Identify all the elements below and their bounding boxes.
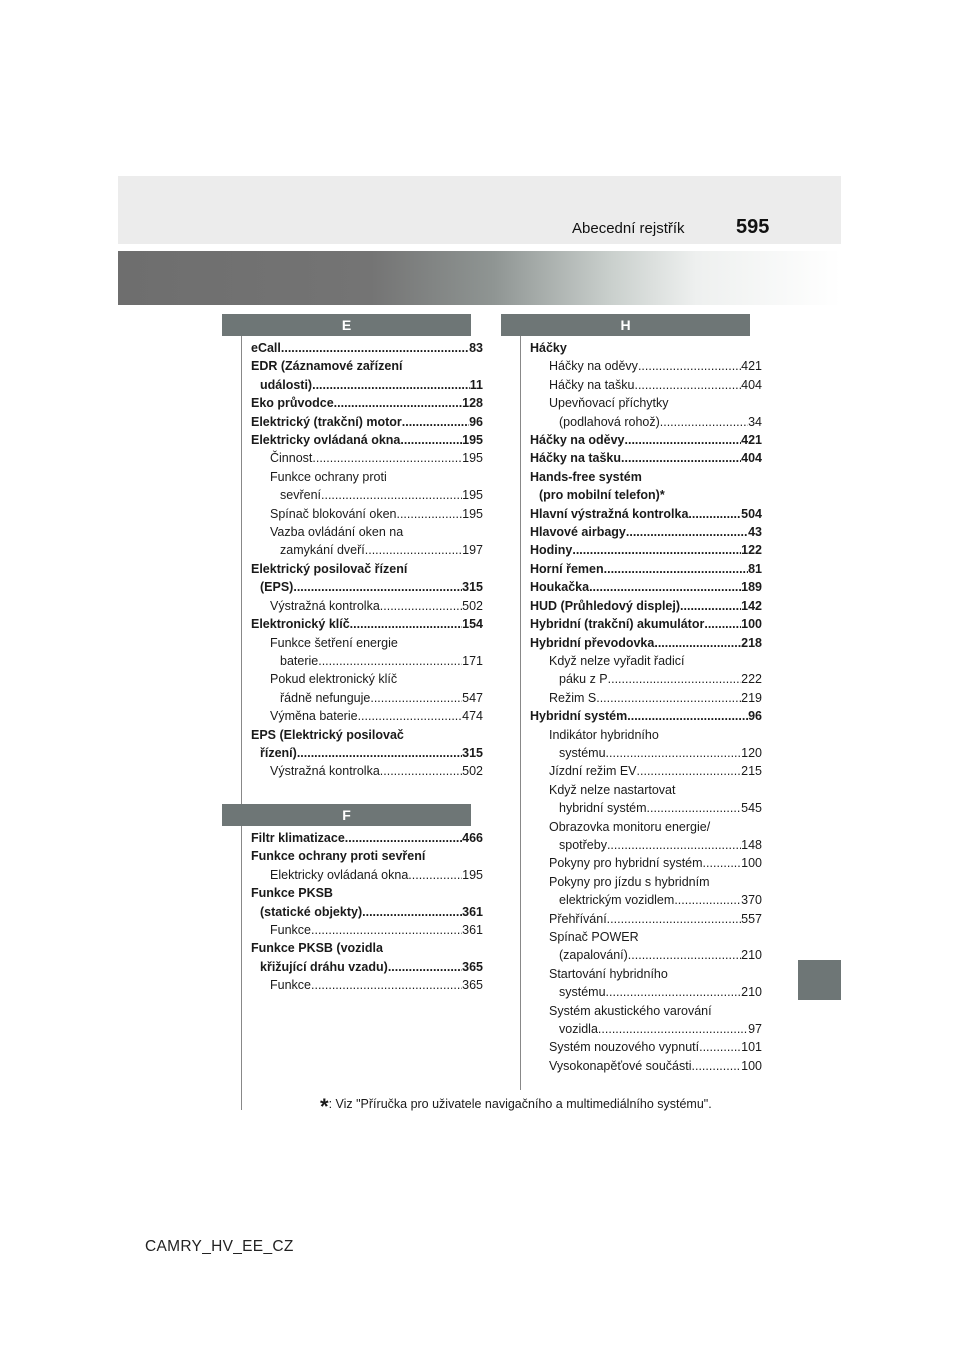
footnote xyxy=(320,1094,712,1120)
index-entry-text: Horní řemen xyxy=(530,561,604,576)
index-entry-text: EPS (Elektrický posilovač xyxy=(251,727,404,742)
index-entry-page: 101 xyxy=(741,1040,762,1055)
index-entry xyxy=(530,1020,762,1038)
dot-leader xyxy=(628,946,741,964)
index-entry-page: 421 xyxy=(741,359,762,374)
index-entry-text: Systém akustického varování xyxy=(549,1003,712,1018)
index-entry-text: Spínač POWER xyxy=(549,930,639,944)
index-entry-page: 557 xyxy=(741,911,762,926)
index-entry xyxy=(251,847,483,865)
index-entry xyxy=(530,394,762,412)
letter-bar-e: E xyxy=(222,314,471,336)
index-entry xyxy=(251,652,483,670)
dot-leader xyxy=(365,541,462,559)
index-entry-page: 210 xyxy=(741,948,762,963)
index-entry xyxy=(251,634,483,652)
index-entry xyxy=(530,634,762,652)
dot-leader xyxy=(647,799,742,817)
index-entry xyxy=(530,597,762,615)
dot-leader xyxy=(370,689,462,707)
index-entry xyxy=(251,707,483,725)
index-entry-page: 365 xyxy=(462,978,483,993)
dot-leader xyxy=(572,541,741,559)
index-entry-text: (podlahová rohož) xyxy=(559,414,660,429)
index-entry-text: Háčky na tašku xyxy=(549,377,635,392)
index-entry-text: Háčky xyxy=(530,341,567,355)
index-entry-text: Obrazovka monitoru energie/ xyxy=(549,819,711,834)
index-entry xyxy=(530,762,762,780)
dot-leader xyxy=(688,505,741,523)
dot-leader xyxy=(396,505,462,523)
dot-leader xyxy=(350,615,462,633)
index-entry xyxy=(530,873,762,891)
index-entry-page: 43 xyxy=(748,525,762,540)
index-entry xyxy=(530,910,762,928)
index-entry xyxy=(251,726,483,744)
dot-leader xyxy=(674,891,741,909)
index-entry-text: Spínač blokování oken xyxy=(270,506,397,521)
index-list-e xyxy=(251,339,483,781)
index-entry-page: 210 xyxy=(741,985,762,1000)
index-entry-text: Háčky na oděvy xyxy=(549,359,638,374)
dot-leader xyxy=(596,689,741,707)
index-entry-page: 171 xyxy=(462,653,483,668)
dot-leader xyxy=(321,486,462,504)
index-entry-text: Elektronický klíč xyxy=(251,617,350,632)
index-entry xyxy=(530,670,762,688)
index-entry-text: baterie xyxy=(280,653,319,668)
dot-leader xyxy=(703,854,742,872)
index-entry-text: zamykání dveří xyxy=(280,543,365,558)
header-band xyxy=(118,176,841,244)
index-entry-text: Když nelze vyřadit řadicí xyxy=(549,653,685,668)
index-entry-text: EDR (Záznamové zařízení xyxy=(251,359,403,374)
index-entry-text: Filtr klimatizace xyxy=(251,831,345,845)
index-entry-text: Háčky na oděvy xyxy=(530,433,625,448)
dot-leader xyxy=(625,431,742,449)
model-code: CAMRY_HV_EE_CZ xyxy=(145,1238,294,1255)
index-list-f xyxy=(251,829,483,995)
index-entry xyxy=(251,486,483,504)
index-entry xyxy=(530,357,762,375)
index-entry-text: (zapalování) xyxy=(559,948,628,963)
index-entry xyxy=(251,958,483,976)
index-entry xyxy=(251,597,483,615)
index-entry xyxy=(530,854,762,872)
index-entry xyxy=(530,983,762,1001)
index-entry xyxy=(530,818,762,836)
index-entry xyxy=(251,357,483,375)
right-column-rule xyxy=(520,336,521,1090)
index-entry-page: 11 xyxy=(469,377,483,392)
dot-leader xyxy=(626,523,748,541)
index-entry-page: 122 xyxy=(741,543,762,558)
dot-leader xyxy=(608,670,742,688)
index-entry-page: 219 xyxy=(741,690,762,705)
index-entry xyxy=(530,1038,762,1056)
dot-leader xyxy=(380,597,462,615)
index-entry-text: události) xyxy=(260,377,313,392)
index-entry-text: Elektricky ovládaná okna xyxy=(270,867,409,882)
index-entry-text: systému xyxy=(559,985,606,1000)
index-entry-page: 120 xyxy=(741,745,762,760)
dot-leader xyxy=(312,449,462,467)
index-entry-text: Funkce ochrany proti xyxy=(270,469,387,484)
index-entry xyxy=(251,829,483,847)
dot-leader xyxy=(606,983,742,1001)
index-entry-text: (pro mobilní telefon)* xyxy=(539,488,665,503)
dot-leader xyxy=(400,431,462,449)
dot-leader xyxy=(692,1057,742,1075)
index-entry-text: Pokud elektronický klíč xyxy=(270,672,398,687)
index-entry-page: 34 xyxy=(748,414,762,429)
index-entry-page: 474 xyxy=(462,709,483,724)
index-entry-page: 504 xyxy=(741,506,762,521)
index-entry xyxy=(251,689,483,707)
index-entry-text: Funkce xyxy=(270,978,311,993)
index-entry xyxy=(251,744,483,762)
dot-leader xyxy=(607,910,741,928)
index-entry-page: 128 xyxy=(462,396,483,411)
index-entry xyxy=(251,523,483,541)
dot-leader xyxy=(334,394,462,412)
index-entry-text: Výměna baterie xyxy=(270,709,358,724)
dot-leader xyxy=(312,376,470,394)
index-entry-page: 154 xyxy=(462,617,483,632)
index-entry-text: Eko průvodce xyxy=(251,396,334,411)
index-entry-text: (statické objekty) xyxy=(260,904,363,919)
index-entry-text: eCall xyxy=(251,341,281,355)
index-entry-page: 142 xyxy=(741,598,762,613)
dot-leader xyxy=(680,597,741,615)
index-entry xyxy=(530,781,762,799)
index-entry-text: Houkačka xyxy=(530,580,590,595)
index-entry-text: křižující dráhu vzadu) xyxy=(260,959,388,974)
index-entry-page: 421 xyxy=(741,433,762,448)
index-entry-page: 502 xyxy=(462,764,483,779)
dot-leader xyxy=(388,958,462,976)
left-column-rule xyxy=(241,336,242,1110)
dot-leader xyxy=(358,707,463,725)
index-entry-text: Výstražná kontrolka xyxy=(270,764,380,779)
index-entry xyxy=(530,928,762,946)
dot-leader xyxy=(408,866,462,884)
index-entry-page: 361 xyxy=(462,923,483,938)
index-entry-page: 195 xyxy=(462,867,483,882)
index-entry-page: 215 xyxy=(741,764,762,779)
index-entry xyxy=(530,413,762,431)
letter-bar-f: F xyxy=(222,804,471,826)
index-entry-page: 100 xyxy=(741,1058,762,1073)
index-entry-text: Činnost xyxy=(270,451,313,466)
index-entry xyxy=(530,946,762,964)
index-entry-text: Vysokonapěťové součásti xyxy=(549,1058,692,1073)
dot-leader xyxy=(380,762,462,780)
index-entry xyxy=(530,707,762,725)
index-entry-text: Háčky na tašku xyxy=(530,451,622,466)
index-entry-text: Funkce xyxy=(270,923,311,938)
index-entry-text: Když nelze nastartovat xyxy=(549,782,676,797)
dot-leader xyxy=(293,578,462,596)
index-entry xyxy=(251,413,483,431)
index-entry xyxy=(530,652,762,670)
index-entry xyxy=(530,578,762,596)
index-entry xyxy=(251,976,483,994)
index-entry xyxy=(251,560,483,578)
index-entry xyxy=(251,939,483,957)
index-entry xyxy=(530,541,762,559)
index-entry xyxy=(251,449,483,467)
dot-leader xyxy=(311,976,462,994)
index-entry-text: Režim S xyxy=(549,690,597,705)
index-entry xyxy=(530,1057,762,1075)
index-entry-page: 404 xyxy=(741,377,762,392)
index-entry-page: 96 xyxy=(748,709,762,724)
index-entry-text: řízení) xyxy=(260,745,297,760)
index-entry-text: Funkce PKSB xyxy=(251,886,333,901)
index-entry xyxy=(530,431,762,449)
index-entry-page: 195 xyxy=(462,488,483,503)
index-entry-page: 547 xyxy=(462,690,483,705)
index-entry-text: Indikátor hybridního xyxy=(549,727,659,742)
index-entry-page: 545 xyxy=(741,801,762,816)
index-entry-text: Hybridní (trakční) akumulátor xyxy=(530,617,705,632)
index-entry xyxy=(530,689,762,707)
index-entry-page: 83 xyxy=(469,341,483,355)
index-entry xyxy=(251,866,483,884)
dot-leader xyxy=(318,652,462,670)
index-entry-page: 466 xyxy=(462,831,483,845)
index-entry-page: 315 xyxy=(462,745,483,760)
index-entry-text: Jízdní režim EV xyxy=(549,764,637,779)
index-entry xyxy=(251,468,483,486)
index-entry-text: systému xyxy=(559,745,606,760)
index-entry-text: Elektrický posilovač řízení xyxy=(251,561,408,576)
index-entry-text: Elektricky ovládaná okna xyxy=(251,433,401,448)
dot-leader xyxy=(638,357,741,375)
index-entry-text: Pokyny pro jízdu s hybridním xyxy=(549,874,710,889)
dot-leader xyxy=(345,829,462,847)
index-entry xyxy=(530,449,762,467)
index-entry-text: Hybridní systém xyxy=(530,709,628,724)
index-entry-page: 502 xyxy=(462,598,483,613)
dot-leader xyxy=(637,762,742,780)
index-entry xyxy=(530,523,762,541)
index-entry xyxy=(251,541,483,559)
index-entry xyxy=(530,615,762,633)
index-entry-page: 222 xyxy=(741,672,762,687)
index-entry xyxy=(530,1002,762,1020)
index-entry xyxy=(251,762,483,780)
index-entry xyxy=(530,339,762,357)
index-entry xyxy=(251,884,483,902)
index-entry-text: Elektrický (trakční) motor xyxy=(251,414,402,429)
index-entry xyxy=(530,560,762,578)
index-entry xyxy=(251,578,483,596)
index-entry-text: Vazba ovládání oken na xyxy=(270,525,404,540)
dot-leader xyxy=(654,634,741,652)
page-number: 595 xyxy=(736,216,770,238)
index-entry xyxy=(530,965,762,983)
dot-leader xyxy=(297,744,462,762)
index-entry xyxy=(530,726,762,744)
index-entry-text: Funkce PKSB (vozidla xyxy=(251,941,383,956)
index-entry-text: Funkce šetření energie xyxy=(270,635,398,650)
index-entry-text: (EPS) xyxy=(260,580,294,595)
index-entry xyxy=(251,431,483,449)
index-entry-text: Upevňovací příchytky xyxy=(549,396,669,411)
index-entry-text: Hybridní převodovka xyxy=(530,635,655,650)
index-entry xyxy=(530,468,762,486)
dot-leader xyxy=(598,1020,748,1038)
dot-leader xyxy=(627,707,748,725)
dot-leader xyxy=(704,615,741,633)
index-entry-page: 197 xyxy=(462,543,483,558)
dot-leader xyxy=(362,903,462,921)
index-entry-text: elektrickým vozidlem xyxy=(559,893,675,908)
index-entry-page: 365 xyxy=(462,959,483,974)
index-entry-page: 195 xyxy=(462,433,483,448)
dot-leader xyxy=(634,376,741,394)
footnote-marker: * xyxy=(320,1094,329,1119)
index-entry-text: vozidla xyxy=(559,1022,598,1037)
index-entry-text: Hodiny xyxy=(530,543,573,558)
index-entry xyxy=(251,376,483,394)
index-entry-text: Pokyny pro hybridní systém xyxy=(549,856,703,871)
index-entry-text: hybridní systém xyxy=(559,801,647,816)
index-entry xyxy=(251,921,483,939)
dot-leader xyxy=(589,578,741,596)
index-entry-text: Hlavní výstražná kontrolka xyxy=(530,506,689,521)
footnote-text: : Viz "Příručka pro uživatele navigačního a multimediálního systému". xyxy=(328,1097,712,1111)
index-entry-page: 195 xyxy=(462,451,483,466)
index-entry-text: sevření xyxy=(280,488,321,503)
index-entry-text: spotřeby xyxy=(559,837,607,852)
index-entry-text: Hlavové airbagy xyxy=(530,525,626,540)
index-entry-page: 81 xyxy=(748,561,762,576)
index-entry-page: 361 xyxy=(462,904,483,919)
index-entry xyxy=(530,376,762,394)
index-entry-text: Startování hybridního xyxy=(549,966,668,981)
dot-leader xyxy=(660,413,748,431)
index-entry-page: 195 xyxy=(462,506,483,521)
index-entry xyxy=(530,799,762,817)
index-entry-page: 97 xyxy=(748,1022,762,1037)
index-entry-page: 404 xyxy=(741,451,762,466)
dot-leader xyxy=(281,339,469,357)
index-entry xyxy=(530,744,762,762)
index-entry xyxy=(251,670,483,688)
index-entry-page: 96 xyxy=(469,414,483,429)
index-entry xyxy=(251,394,483,412)
index-entry-text: Funkce ochrany proti sevření xyxy=(251,849,426,864)
gradient-band xyxy=(118,251,841,305)
dot-leader xyxy=(699,1038,741,1056)
index-entry-text: Hands-free systém xyxy=(530,469,642,484)
index-entry xyxy=(530,891,762,909)
index-entry-text: Systém nouzového vypnutí xyxy=(549,1040,700,1055)
dot-leader xyxy=(311,921,462,939)
index-entry-page: 218 xyxy=(741,635,762,650)
index-entry-text: páku z P xyxy=(559,672,608,687)
index-entry-page: 370 xyxy=(741,893,762,908)
dot-leader xyxy=(621,449,741,467)
letter-bar-h: H xyxy=(501,314,750,336)
index-entry-page: 100 xyxy=(741,617,762,632)
index-entry xyxy=(251,505,483,523)
index-entry xyxy=(251,615,483,633)
index-entry-page: 148 xyxy=(741,837,762,852)
dot-leader xyxy=(604,560,748,578)
dot-leader xyxy=(402,413,469,431)
dot-leader xyxy=(606,744,742,762)
index-entry xyxy=(530,836,762,854)
index-entry-page: 189 xyxy=(741,580,762,595)
section-title: Abecední rejstřík xyxy=(572,220,685,237)
index-entry-text: řádně nefunguje xyxy=(280,690,371,705)
chapter-side-tab xyxy=(798,960,841,1000)
index-entry-text: Výstražná kontrolka xyxy=(270,598,380,613)
index-entry-text: Přehřívání xyxy=(549,911,607,926)
index-entry xyxy=(530,486,762,504)
index-list-h xyxy=(530,339,762,1075)
dot-leader xyxy=(607,836,741,854)
index-entry xyxy=(251,339,483,357)
index-entry-text: HUD (Průhledový displej) xyxy=(530,598,681,613)
index-entry-page: 315 xyxy=(462,580,483,595)
index-entry xyxy=(530,505,762,523)
index-entry-page: 100 xyxy=(741,856,762,871)
index-entry xyxy=(251,903,483,921)
